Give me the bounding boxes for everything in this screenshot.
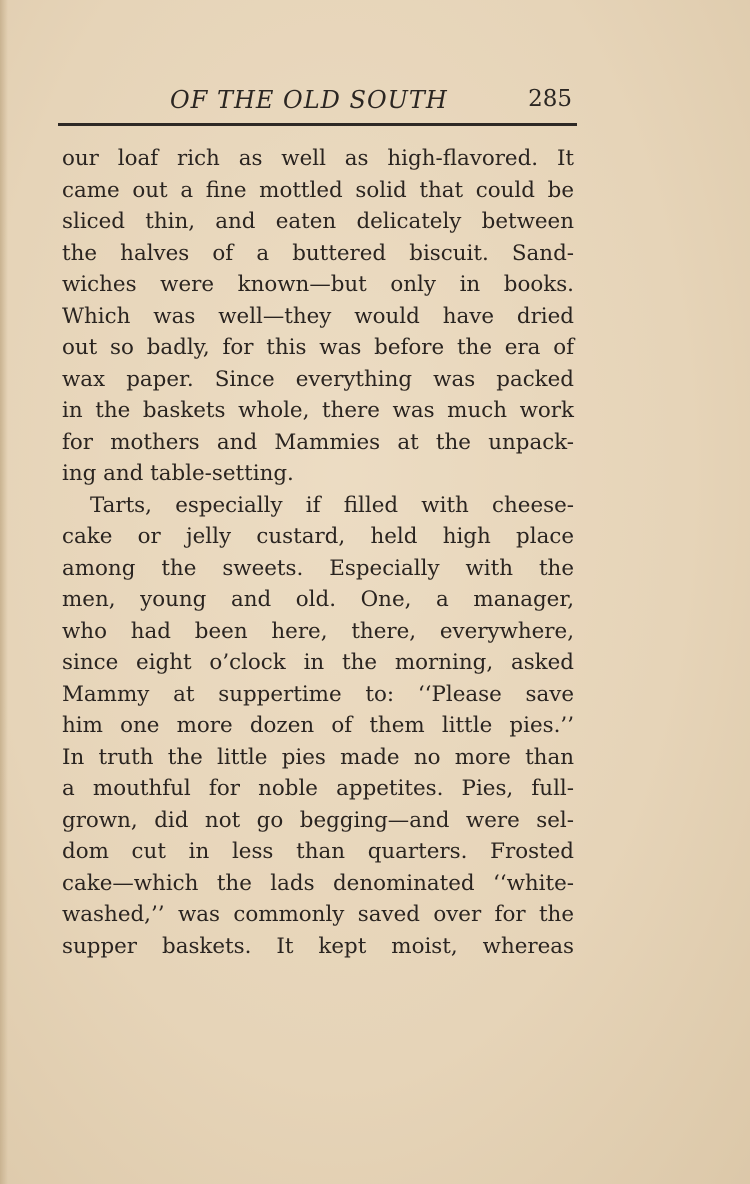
text-line: since eight o’clock in the morning, asked: [62, 650, 574, 675]
text-line: supper baskets. It kept moist, whereas: [62, 933, 574, 959]
text-line: dom cut in less than quarters. Frosted: [62, 839, 574, 864]
text-line: in the baskets whole, there was much work: [62, 398, 574, 423]
header-rule: [58, 123, 577, 126]
text-line: cake—which the lads denominated ‘‘white-: [62, 870, 574, 896]
text-line: out so badly, for this was before the era of: [62, 335, 574, 360]
text-line: ing and table-setting.: [62, 461, 294, 486]
text-line: among the sweets. Especially with the: [62, 555, 574, 581]
text-line: our loaf rich as well as high-flavored. It: [62, 146, 574, 171]
text-line: Tarts, especially if filled with cheese-: [90, 492, 574, 518]
text-line: Which was well—they would have dried: [62, 303, 574, 329]
page-number: 285: [528, 86, 572, 112]
text-line: him one more dozen of them little pies.’’: [62, 713, 574, 738]
text-line: grown, did not go begging—and were sel-: [62, 807, 574, 833]
text-line: washed,’’ was commonly saved over for the: [62, 902, 574, 927]
text-line: wiches were known—but only in books.: [62, 272, 574, 297]
paragraph-2: [62, 490, 574, 963]
page-header: [62, 82, 574, 122]
text-line: cake or jelly custard, held high place: [62, 524, 574, 549]
running-head: OF THE OLD SOUTH: [170, 86, 448, 114]
spine-shadow: [0, 0, 8, 1184]
text-line: came out a fine mottled solid that could be: [62, 177, 574, 203]
text-line: for mothers and Mammies at the unpack-: [62, 429, 574, 455]
paragraph-1: [62, 143, 574, 490]
text-line: sliced thin, and eaten delicately between: [62, 209, 574, 234]
text-line: men, young and old. One, a manager,: [62, 587, 574, 612]
text-line: who had been here, there, everywhere,: [62, 618, 574, 644]
text-line: the halves of a buttered biscuit. Sand-: [62, 240, 574, 266]
body-text: [62, 143, 574, 962]
text-line: In truth the little pies made no more than: [62, 744, 574, 770]
text-line: wax paper. Since everything was packed: [62, 366, 574, 392]
text-line: a mouthful for noble appetites. Pies, full-: [62, 776, 574, 801]
text-line: Mammy at suppertime to: ‘‘Please save: [62, 681, 574, 707]
